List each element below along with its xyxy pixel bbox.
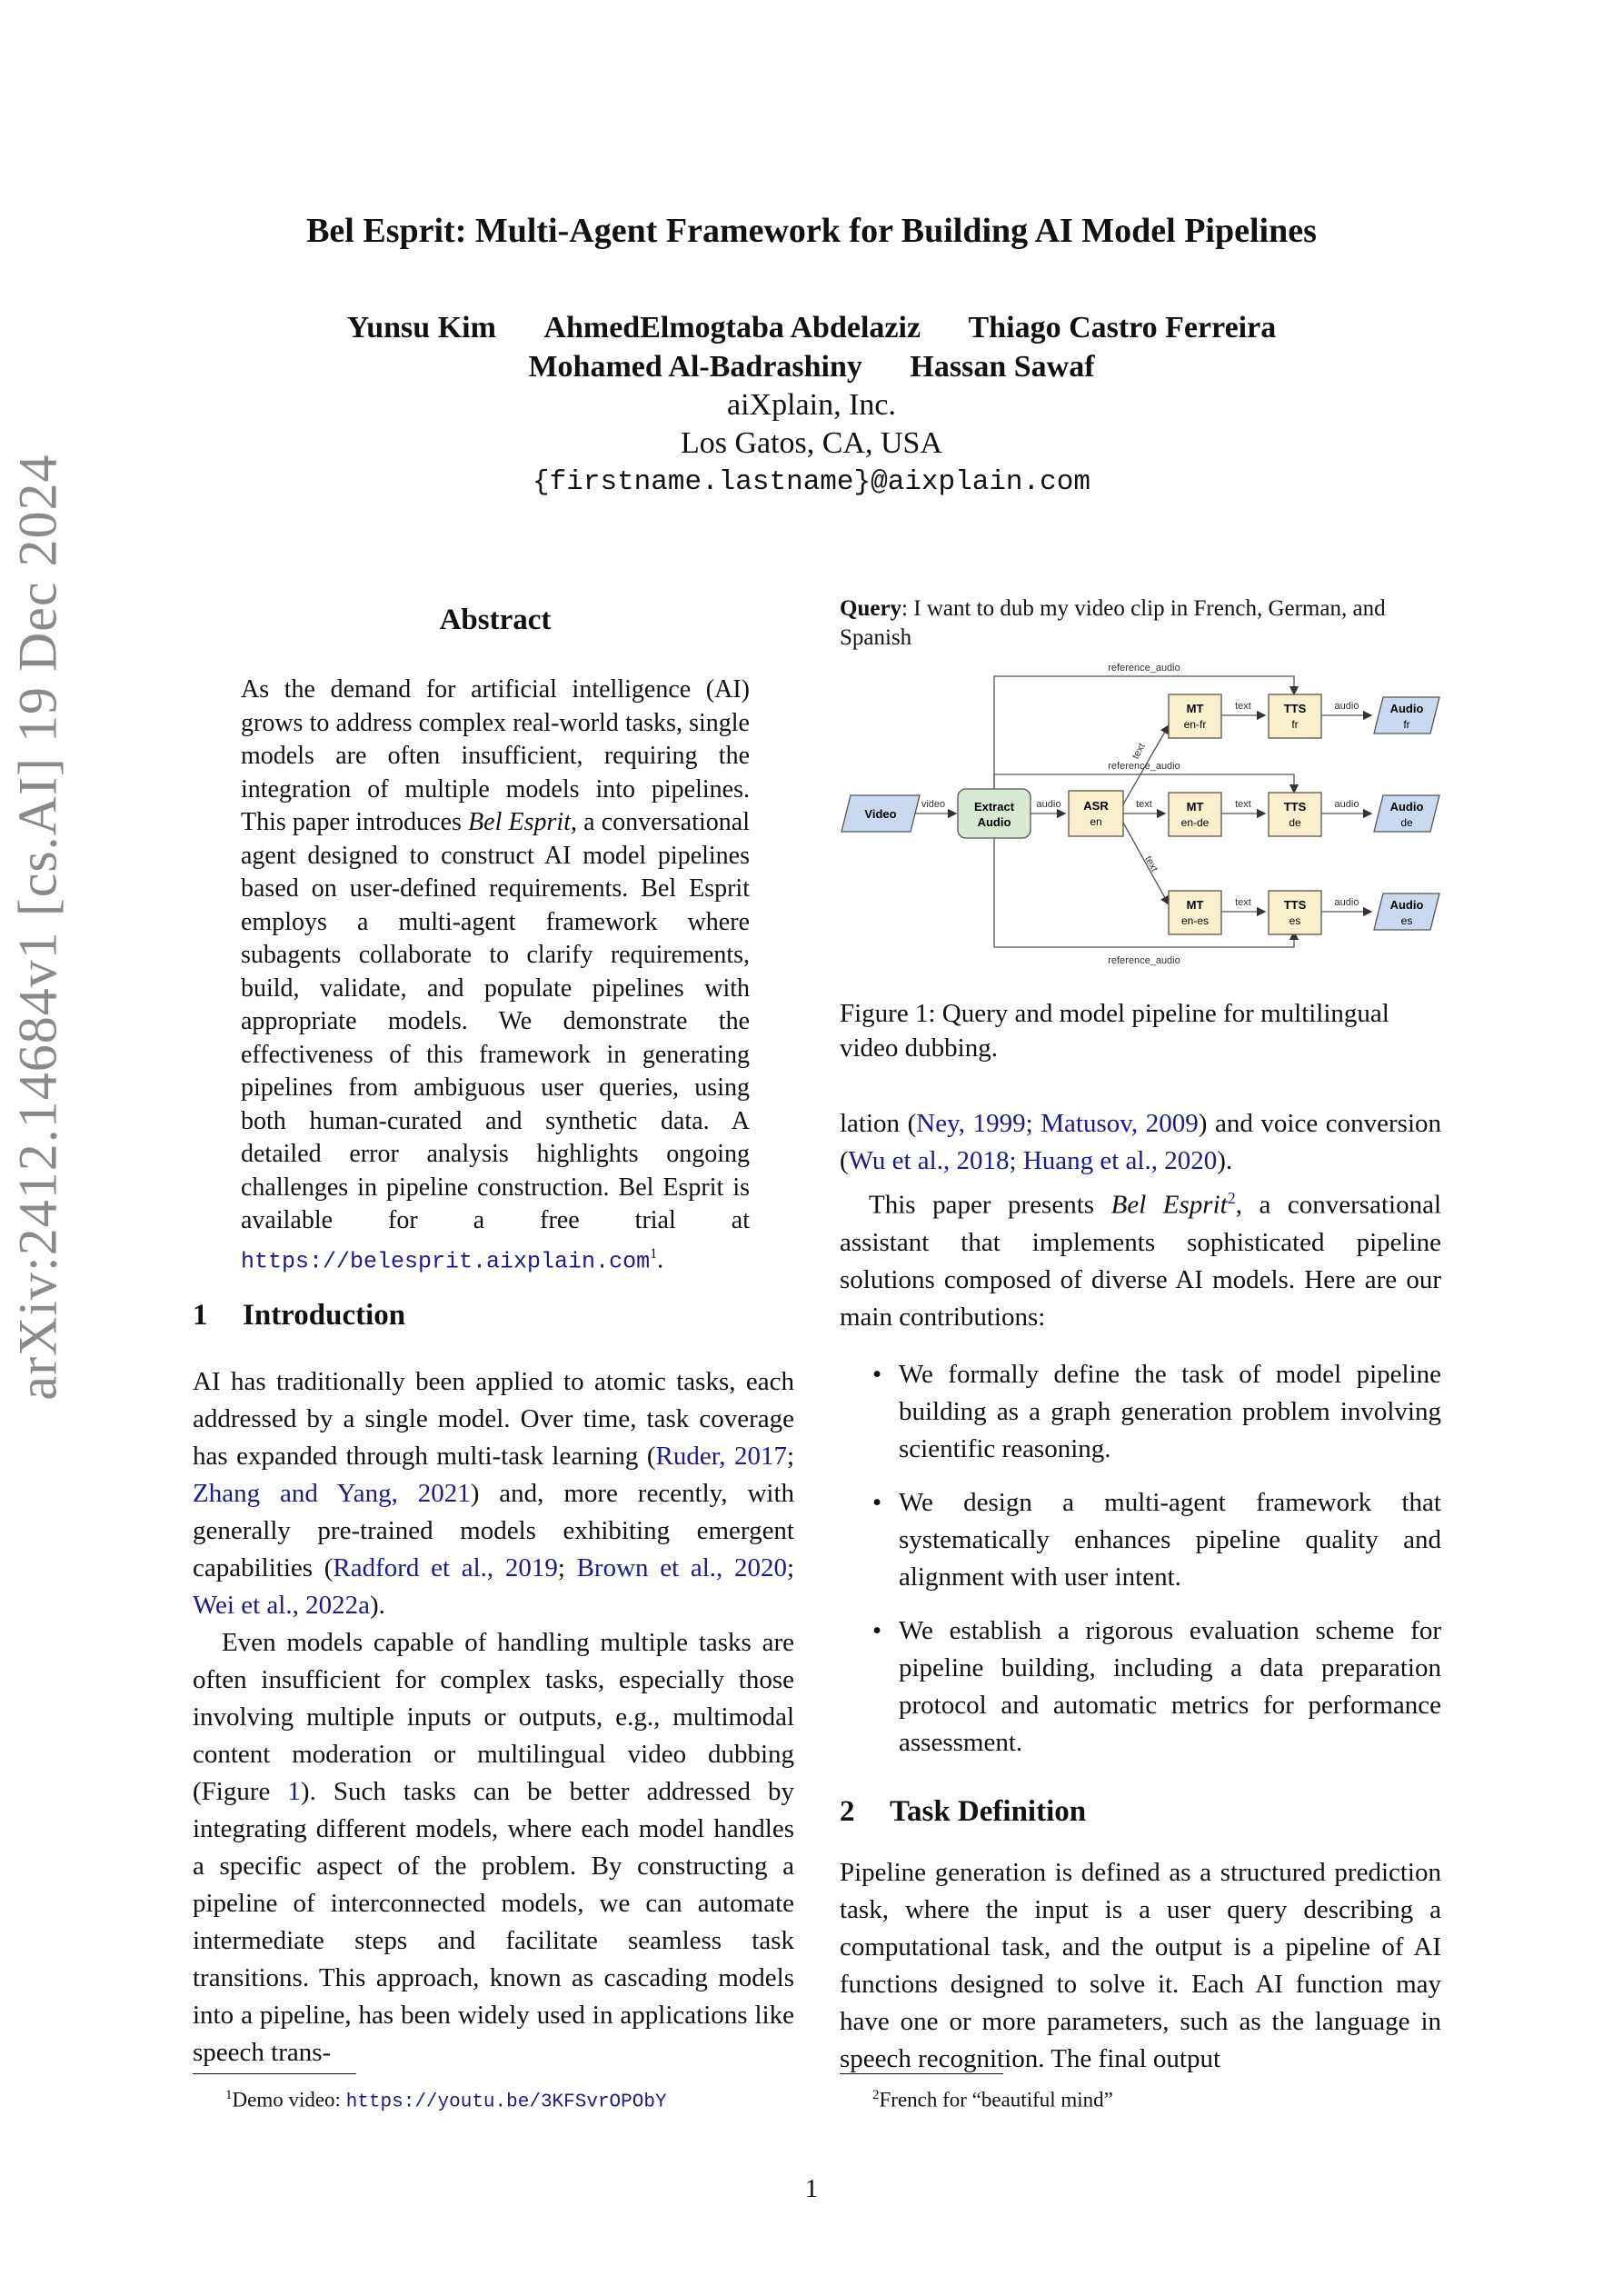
citation-link[interactable]: Wei et al., 2022a — [193, 1591, 370, 1620]
svg-text:reference_audio: reference_audio — [1108, 663, 1180, 674]
section-heading-introduction: 1 Introduction — [193, 1299, 406, 1332]
svg-text:fr: fr — [1403, 718, 1410, 731]
tts-de-node — [1269, 793, 1321, 836]
author-line-1 — [0, 309, 1623, 347]
svg-text:Audio: Audio — [1389, 702, 1424, 715]
pipeline-diagram — [840, 654, 1441, 973]
mt-de-node — [1169, 793, 1221, 836]
citation-link[interactable]: Ruder, 2017 — [655, 1442, 787, 1471]
intro-continuation: lation (Ney, 1999; Matusov, 2009) and voice conversion (Wu et al., 2018; Huang et al., 2020). — [840, 1109, 1442, 1175]
arxiv-id: arXiv:2412.14684v1 [cs.AI] 19 Dec 2024 — [7, 454, 68, 1401]
abstract-url-link[interactable]: https://belesprit.aixplain.com — [241, 1247, 651, 1274]
author: Mohamed Al-Badrashiny — [528, 350, 862, 384]
footnote-rule — [840, 2073, 1003, 2074]
task-definition-text: Pipeline generation is defined as a structured prediction task, where the input is a user query describing a computational task, and the output is a pipeline of AI functions designed to solve it. Each AI function may have one or more parameters, such as the language in speech recognition. The final output — [840, 1858, 1441, 2073]
footnote-1: $^1$Demo video: https://youtu.be/3KFSvrOPObY — [225, 2088, 667, 2113]
citation-link[interactable]: Matusov, 2009 — [1041, 1109, 1199, 1138]
svg-text:fr: fr — [1291, 718, 1299, 731]
abstract-text: As the demand for artificial intelligence (AI) grows to address complex real-world tasks, single models are often insufficient, requiring the integration of multiple models into pipelines. This paper introduces Bel Esprit, a conversational agent designed to construct AI model pipelines based on user-defined requirements. Bel Esprit employs a multi-agent framework where subagents collaborate to clarify requirements, build, validate, and populate pipelines with appropriate models. We demonstrate the effectiveness of this framework in generating pipelines from ambiguous user queries, using both human-curated and synthetic data. A detailed error analysis highlights ongoing challenges in pipeline construction. Bel Esprit is available for a free trial at https://belesprit.aixplain.com$^1$. — [241, 675, 750, 1274]
svg-text:text: text — [1142, 854, 1160, 874]
svg-text:TTS: TTS — [1283, 800, 1307, 814]
citation-link[interactable]: Wu et al., 2018 — [848, 1146, 1010, 1175]
right-column-text — [840, 1105, 1441, 1778]
svg-text:en-fr: en-fr — [1183, 718, 1207, 731]
citation-link[interactable]: Ney, 1999 — [916, 1109, 1026, 1138]
svg-text:en-de: en-de — [1180, 816, 1210, 829]
svg-text:Audio: Audio — [1389, 898, 1424, 912]
svg-text:reference_audio: reference_audio — [1108, 955, 1180, 966]
figure-caption: Figure 1: Query and model pipeline for multilingual video dubbing. — [840, 999, 1389, 1063]
svg-text:Video: Video — [864, 807, 897, 821]
svg-text:MT: MT — [1186, 800, 1204, 814]
svg-text:audio: audio — [1334, 799, 1359, 810]
contribution-intro-paragraph: This paper presents Bel Esprit$^2$, a conversational assistant that implements sophisticated pipeline solutions composed of diverse AI models. Here are our main contributions: — [840, 1189, 1441, 1332]
citation-link[interactable]: Zhang and Yang, 2021 — [193, 1479, 471, 1508]
footnote-2: $^2$French for “beautiful mind” — [872, 2088, 1113, 2111]
author-line-2 — [0, 348, 1623, 386]
svg-text:audio: audio — [1334, 897, 1359, 908]
list-item: • We formally define the task of model pipeline building as a graph generation problem involving scientific reasoning. — [840, 1356, 1441, 1468]
abstract-heading: Abstract — [439, 604, 552, 636]
video-input-node — [841, 795, 920, 832]
affiliation: aiXplain, Inc. — [727, 388, 896, 422]
svg-text:video: video — [921, 799, 946, 810]
figure-query: Query: I want to dub my video clip in French, German, and Spanish — [840, 596, 1386, 650]
svg-text:Audio: Audio — [977, 815, 1011, 829]
mt-es-node — [1169, 891, 1221, 934]
citation-link[interactable]: Radford et al., 2019 — [333, 1553, 558, 1582]
footnote-mark[interactable]: 1 — [650, 1245, 658, 1262]
intro-text — [193, 1363, 794, 2071]
svg-text:en: en — [1090, 815, 1102, 828]
svg-text:text: text — [1235, 799, 1251, 810]
svg-text:audio: audio — [1334, 701, 1359, 712]
audio-es-output-node — [1374, 893, 1439, 930]
author: Yunsu Kim — [346, 311, 496, 344]
author: Thiago Castro Ferreira — [968, 311, 1277, 344]
svg-text:text: text — [1235, 897, 1251, 908]
svg-text:reference_audio: reference_audio — [1108, 761, 1180, 772]
svg-text:de: de — [1289, 816, 1301, 829]
svg-text:audio: audio — [1036, 799, 1061, 810]
svg-text:text: text — [1136, 799, 1152, 810]
svg-text:text: text — [1235, 701, 1251, 712]
list-item: • We establish a rigorous evaluation scheme for pipeline building, including a data preparation protocol and automatic metrics for performance assessment. — [840, 1612, 1441, 1762]
location: Los Gatos, CA, USA — [680, 426, 943, 460]
svg-text:Extract: Extract — [973, 800, 1015, 814]
svg-text:en-es: en-es — [1180, 914, 1210, 927]
audio-fr-output-node — [1374, 697, 1439, 734]
tts-fr-node — [1269, 694, 1321, 738]
author-email: {firstname.lastname}@aixplain.com — [533, 466, 1090, 498]
svg-text:MT: MT — [1186, 702, 1204, 715]
svg-text:TTS: TTS — [1283, 702, 1307, 715]
svg-text:es: es — [1289, 914, 1301, 927]
section-heading-task-definition: 2 Task Definition — [840, 1795, 1087, 1828]
svg-text:Audio: Audio — [1389, 800, 1424, 814]
svg-text:TTS: TTS — [1283, 898, 1307, 912]
contributions-list — [840, 1356, 1441, 1762]
mt-fr-node — [1169, 694, 1221, 738]
intro-paragraph-1: AI has traditionally been applied to atomic tasks, each addressed by a single model. Over time, task coverage has expanded through multi-task learning (Ruder, 2017; Zhang and Yang, 2021) and, more recently, with generally pre-trained models exhibiting emergent capabilities (Radford et al., 2019; Brown et al., 2020; Wei et al., 2022a). — [193, 1367, 795, 1620]
footnote-rule — [193, 2073, 356, 2074]
footnote-mark[interactable]: 2 — [1227, 1189, 1236, 1207]
svg-text:MT: MT — [1186, 898, 1204, 912]
extract-audio-node — [958, 789, 1031, 838]
svg-text:text: text — [1130, 741, 1148, 762]
tts-es-node — [1269, 891, 1321, 934]
svg-text:es: es — [1400, 914, 1413, 927]
list-item: • We design a multi-agent framework that systematically enhances pipeline quality and alignment with user intent. — [840, 1484, 1441, 1596]
svg-text:ASR: ASR — [1083, 799, 1109, 813]
asr-node — [1069, 791, 1123, 836]
citation-link[interactable]: Brown et al., 2020 — [576, 1553, 787, 1582]
author: Hassan Sawaf — [910, 350, 1095, 384]
citation-link[interactable]: Huang et al., 2020 — [1022, 1146, 1218, 1175]
intro-paragraph-2: Even models capable of handling multiple tasks are often insufficient for complex tasks, especially those involving multiple inputs or outputs, e.g., multimodal content moderation or multilingual video dubbing (Figure 1). Such tasks can be better addressed by integrating different models, where each model handles a specific aspect of the problem. By constructing a pipeline of interconnected models, we can automate intermediate steps and facilitate seamless task transitions. This approach, known as cascading models into a pipeline, has been widely used in applications like speech trans- — [193, 1628, 794, 2067]
svg-text:de: de — [1400, 816, 1413, 829]
demo-video-link[interactable]: https://youtu.be/3KFSvrOPObY — [345, 2091, 667, 2113]
audio-de-output-node — [1374, 795, 1439, 832]
author: AhmedElmogtaba Abdelaziz — [543, 311, 921, 344]
page-number: 1 — [804, 2174, 819, 2203]
figure-ref-link[interactable]: 1 — [287, 1777, 301, 1806]
paper-title: Bel Esprit: Multi-Agent Framework for Building AI Model Pipelines — [306, 212, 1317, 250]
